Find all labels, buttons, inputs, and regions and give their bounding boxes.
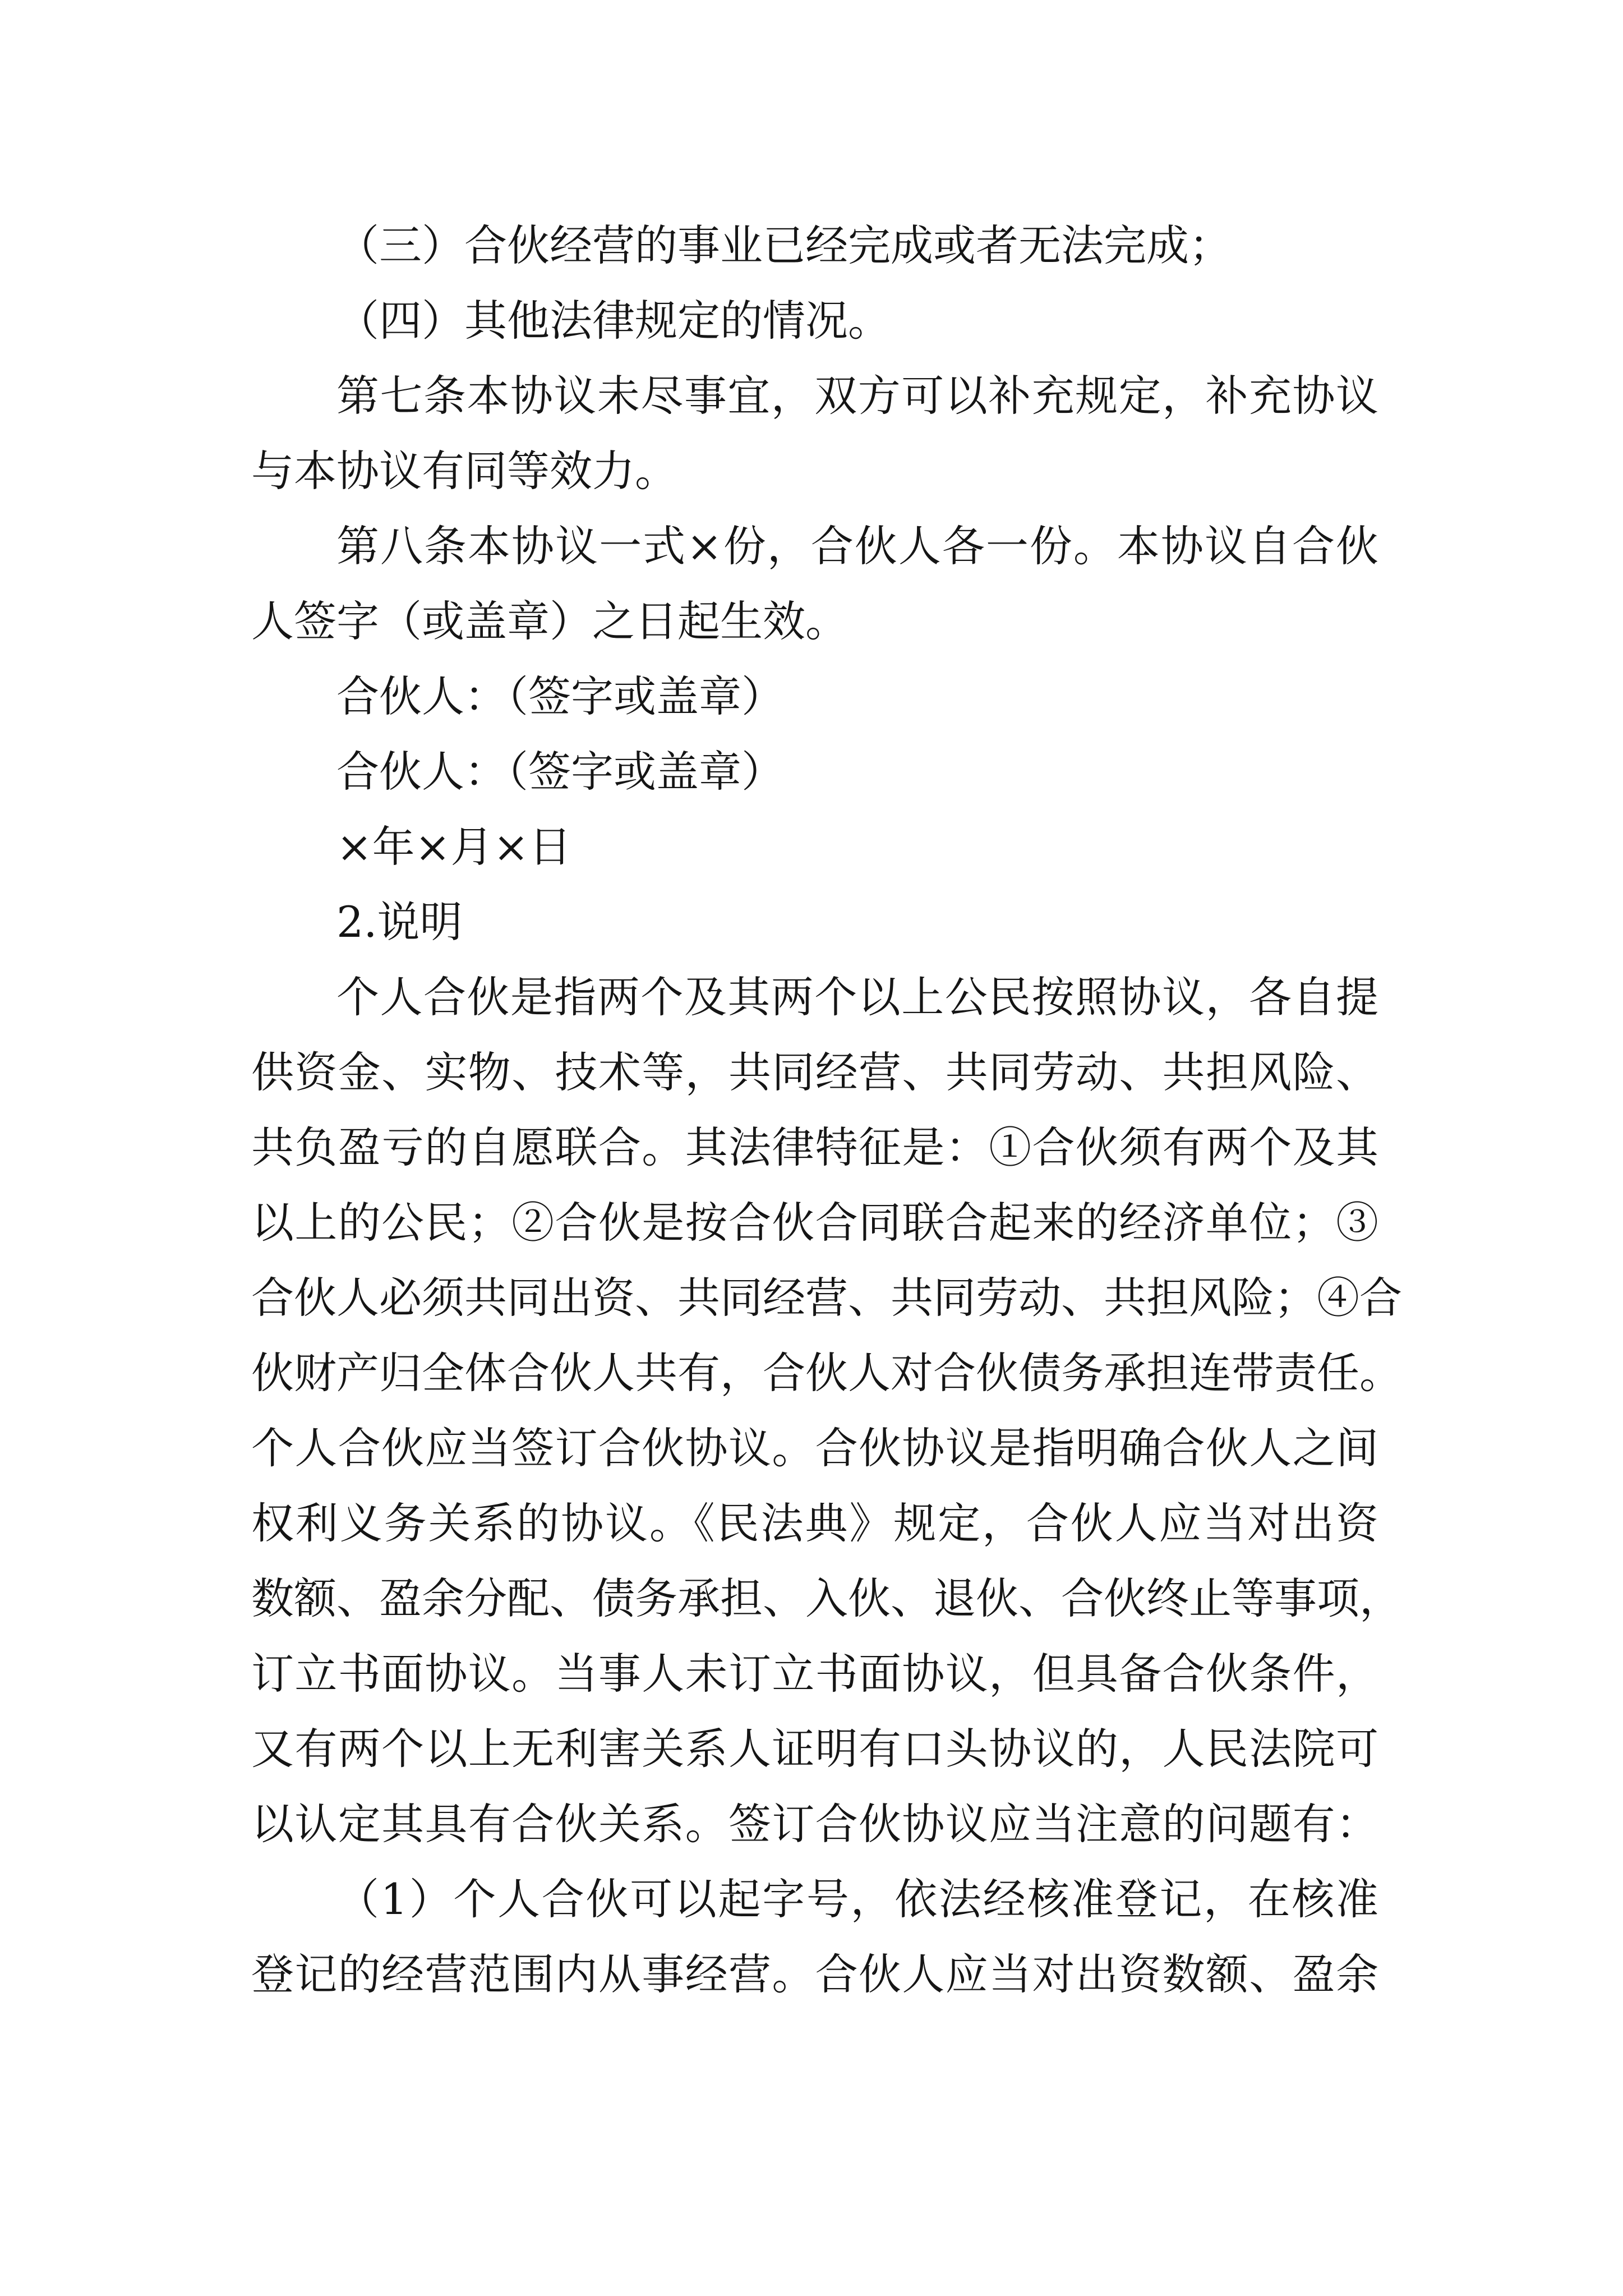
note-1-line-2: 登记的经营范围内从事经营。合伙人应当对出资数额、盈余: [251, 1949, 1378, 1999]
partner-signature-1: 合伙人：（签字或盖章）: [336, 671, 784, 721]
article-7-line-1: 第七条本协议未尽事宜，双方可以补充规定，补充协议: [336, 371, 1378, 421]
explanation-line-7: 个人合伙应当签订合伙协议。合伙协议是指明确合伙人之间: [251, 1423, 1378, 1473]
article-8-line-2: 人签字（或盖章）之日起生效。: [251, 596, 848, 646]
signature-date: ×年×月×日: [336, 822, 572, 872]
explanation-line-9: 数额、盈余分配、债务承担、入伙、退伙、合伙终止等事项，: [251, 1573, 1402, 1623]
article-7-line-2: 与本协议有同等效力。: [251, 446, 677, 496]
clause-item-3: （三）合伙经营的事业已经完成或者无法完成；: [336, 220, 1232, 270]
note-1-line-1: （1）个人合伙可以起字号，依法经核准登记，在核准: [336, 1874, 1378, 1924]
explanation-line-8: 权利义务关系的协议。《民法典》规定，合伙人应当对出资: [251, 1498, 1378, 1548]
clause-item-4: （四）其他法律规定的情况。: [336, 296, 891, 346]
partner-signature-2: 合伙人：（签字或盖章）: [336, 747, 784, 797]
explanation-line-2: 供资金、实物、技术等，共同经营、共同劳动、共担风险、: [251, 1047, 1378, 1097]
explanation-line-3: 共负盈亏的自愿联合。其法律特征是：①合伙须有两个及其: [251, 1122, 1378, 1172]
article-8-line-1: 第八条本协议一式×份，合伙人各一份。本协议自合伙: [336, 521, 1378, 571]
explanation-line-11: 又有两个以上无利害关系人证明有口头协议的，人民法院可: [251, 1724, 1378, 1774]
explanation-line-12: 以认定其具有合伙关系。签订合伙协议应当注意的问题有：: [251, 1799, 1378, 1849]
section-heading: 2.说明: [336, 897, 463, 947]
explanation-line-4: 以上的公民；②合伙是按合伙合同联合起来的经济单位；③: [251, 1198, 1378, 1248]
explanation-line-5: 合伙人必须共同出资、共同经营、共同劳动、共担风险；④合: [251, 1273, 1402, 1323]
explanation-line-6: 伙财产归全体合伙人共有，合伙人对合伙债务承担连带责任。: [251, 1348, 1402, 1398]
explanation-line-1: 个人合伙是指两个及其两个以上公民按照协议，各自提: [336, 972, 1378, 1022]
explanation-line-10: 订立书面协议。当事人未订立书面协议，但具备合伙条件，: [251, 1649, 1378, 1699]
